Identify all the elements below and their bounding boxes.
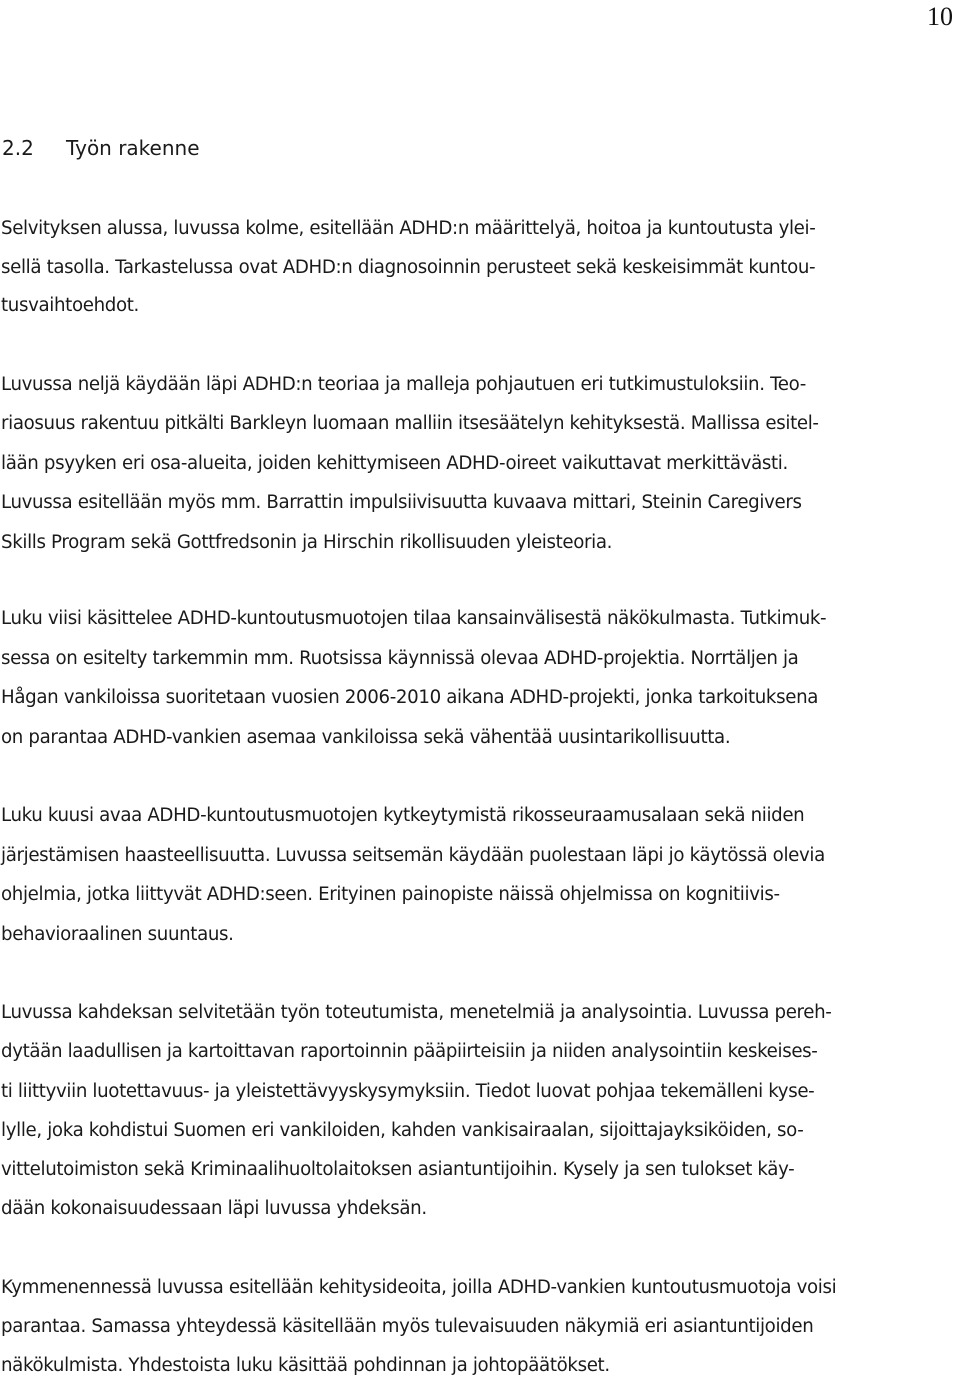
paragraph-line: ti liittyviin luotettavuus- ja yleistettävyyskysymyksiin. Tiedot luovat pohjaa tekemälleni kyse- [1, 1080, 815, 1102]
paragraph-line: Luvussa kahdeksan selvitetään työn toteutumista, menetelmiä ja analysointia. Luvussa pereh- [1, 1002, 832, 1023]
paragraph-line: sessa on esitelty tarkemmin mm. Ruotsissa käynnissä olevaa ADHD-projektia. Norrtäljen ja [1, 647, 799, 669]
paragraph-line: sellä tasolla. Tarkastelussa ovat ADHD:n diagnosoinnin perusteet sekä keskeisimmät kuntou- [1, 256, 816, 278]
paragraph-line: vittelutoimiston sekä Kriminaalihuoltolaitoksen asiantuntijoihin. Kysely ja sen tulokset käy- [1, 1159, 795, 1181]
paragraph-6 [1, 1268, 956, 1386]
paragraph-4 [1, 796, 956, 954]
paragraph-line: Luku viisi käsittelee ADHD-kuntoutusmuotojen tilaa kansainvälisestä näkökulmasta. Tutkimuk- [1, 608, 827, 629]
paragraph-line: Skills Program sekä Gottfredsonin ja Hirschin rikollisuuden yleisteoria. [1, 531, 613, 553]
paragraph-line: näkökulmista. Yhdestoista luku käsittää pohdinnan ja johtopäätökset. [1, 1355, 610, 1377]
paragraph-line: lään psyyken eri osa-alueita, joiden kehittymiseen ADHD-oireet vaikuttavat merkittävästi. [1, 452, 788, 474]
paragraph-line: on parantaa ADHD-vankien asemaa vankiloissa sekä vähentää uusintarikollisuutta. [1, 726, 731, 748]
paragraph-line: ohjelmia, jotka liittyvät ADHD:seen. Erityinen painopiste näissä ohjelmissa on kognitiivis- [1, 884, 780, 905]
paragraph-3 [1, 599, 956, 757]
paragraph-line: behavioraalinen suuntaus. [1, 923, 234, 945]
paragraph-5 [1, 993, 956, 1229]
paragraph-line: dään kokonaisuudessaan läpi luvussa yhdeksän. [1, 1198, 427, 1220]
paragraph-line: järjestämisen haasteellisuutta. Luvussa seitsemän käydään puolestaan läpi jo käytössä olevia [1, 844, 825, 866]
paragraph-line: parantaa. Samassa yhteydessä käsitellään myös tulevaisuuden näkymiä eri asiantuntijoiden [1, 1316, 814, 1338]
section-number: 2.2 [2, 136, 34, 160]
paragraph-line: Luvussa neljä käydään läpi ADHD:n teoriaa ja malleja pohjautuen eri tutkimustuloksiin. Teo- [1, 374, 806, 395]
paragraph-1 [1, 210, 956, 326]
paragraph-line: Hågan vankiloissa suoritetaan vuosien 2006-2010 aikana ADHD-projekti, jonka tarkoituksena [1, 687, 819, 708]
paragraph-line: Kymmenennessä luvussa esitellään kehitysideoita, joilla ADHD-vankien kuntoutusmuotoja voisi [1, 1277, 837, 1298]
paragraph-2 [1, 365, 956, 562]
paragraph-line: dytään laadullisen ja kartoittavan raportoinnin pääpiirteisiin ja niiden analysointiin keskeises- [1, 1041, 818, 1063]
paragraph-line: lylle, joka kohdistui Suomen eri vankiloiden, kahden vankisairaalan, sijoittajayksiköiden, so- [1, 1119, 804, 1141]
section-heading [2, 132, 200, 164]
section-title: Työn rakenne [66, 136, 200, 160]
paragraph-line: tusvaihtoehdot. [1, 295, 139, 316]
paragraph-line: Luvussa esitellään myös mm. Barrattin impulsiivisuutta kuvaava mittari, Steinin Caregivers [1, 492, 802, 514]
page-number: 10 [927, 2, 953, 31]
paragraph-line: Selvityksen alussa, luvussa kolme, esitellään ADHD:n määrittelyä, hoitoa ja kuntoutusta ylei- [1, 218, 816, 239]
paragraph-line: riaosuus rakentuu pitkälti Barkleyn luomaan malliin itsesäätelyn kehityksestä. Mallissa esitel- [1, 413, 819, 435]
paragraph-line: Luku kuusi avaa ADHD-kuntoutusmuotojen kytkeytymistä rikosseuraamusalaan sekä niiden [1, 805, 805, 826]
